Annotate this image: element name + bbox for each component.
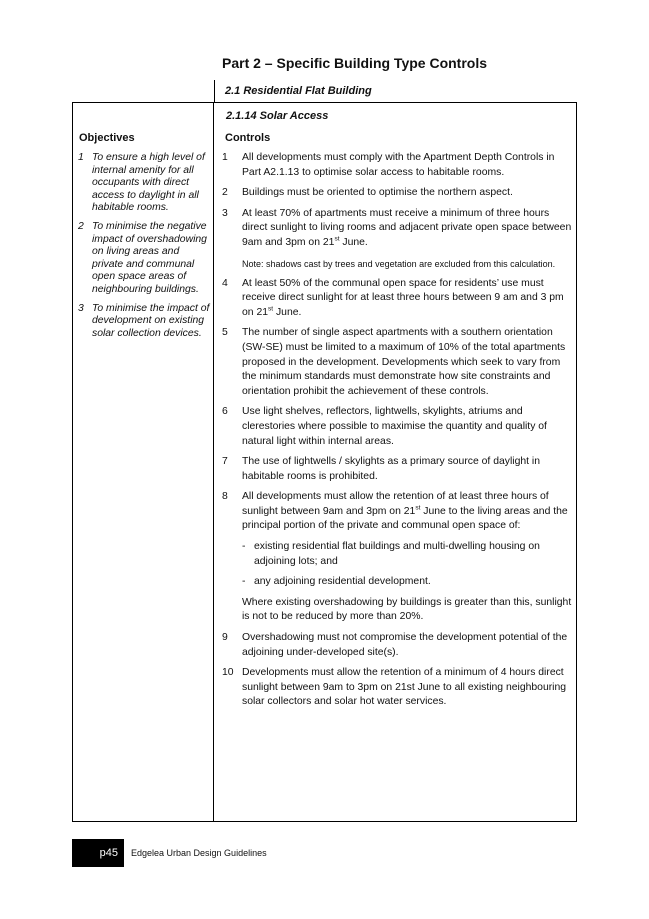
control-text: All developments must comply with the Apartment Depth Controls in Part A2.1.13 to optimise solar access to habitable rooms. <box>242 152 555 178</box>
ordinal-suffix: st <box>415 504 421 512</box>
control-item <box>222 277 574 321</box>
control-number: 2 <box>222 187 228 199</box>
control-text-part: June to the living areas and the principal portion of the private and communal open space of: <box>242 505 568 532</box>
control-text-part: June. <box>273 306 302 318</box>
control-item <box>222 666 574 710</box>
sub-list-text: any adjoining residential development. <box>254 576 431 588</box>
control-text: The use of lightwells / skylights as a primary source of daylight in habitable rooms is prohibited. <box>242 456 540 482</box>
control-item <box>222 151 574 180</box>
ordinal-suffix: st <box>334 235 340 243</box>
page-title: Part 2 – Specific Building Type Controls <box>222 55 488 71</box>
control-number: 3 <box>222 207 228 219</box>
objectives-list <box>78 152 210 346</box>
objective-text: To minimise the impact of development on existing solar collection devices. <box>92 302 210 339</box>
control-number: 4 <box>222 277 228 289</box>
sub-list-text: existing residential flat buildings and multi-dwelling housing on adjoining lots; and <box>254 541 540 567</box>
control-note: Note: shadows cast by trees and vegetation are excluded from this calculation. <box>242 258 556 269</box>
control-text: Use light shelves, reflectors, lightwells, skylights, atriums and clerestories where possible to maximise the quantity and quality of natural light within internal areas. <box>242 406 547 447</box>
control-item <box>222 455 574 484</box>
ordinal-suffix: st <box>268 305 274 313</box>
objective-text: To ensure a high level of internal amenity for all occupants with direct access to daylight in all habitable rooms. <box>92 152 205 214</box>
control-text <box>242 207 574 271</box>
section-title: 2.1 Residential Flat Building <box>225 85 372 97</box>
objectives-heading: Objectives <box>79 132 135 144</box>
control-item <box>222 631 574 660</box>
control-number: 6 <box>222 406 228 418</box>
controls-heading: Controls <box>225 132 271 144</box>
control-item <box>222 186 574 201</box>
control-text: The number of single aspect apartments with a southern orientation (SW-SE) must be limited to a maximum of 10% of the total apartments proposed in the development. Developments which seek to vary from the minimum standards must demonstrate how site constraints and orientation prohibit the achievement of these controls. <box>242 327 566 397</box>
objective-item <box>78 152 210 215</box>
controls-list <box>222 151 574 716</box>
subsection-title: 2.1.14 Solar Access <box>226 110 329 122</box>
column-divider-top <box>214 80 215 102</box>
control-text: Overshadowing must not compromise the development potential of the adjoining under-developed site(s). <box>242 632 568 658</box>
control-number: 7 <box>222 456 228 468</box>
control-text <box>242 277 574 321</box>
dash-bullet: - <box>242 576 246 588</box>
control-text-part: All developments must allow the retention of at least three hours of sunlight between 9am and 3pm on 21 <box>242 491 549 517</box>
objective-number: 3 <box>78 302 84 314</box>
control-text <box>242 490 574 625</box>
dash-bullet: - <box>242 541 246 553</box>
objective-number: 1 <box>78 152 84 163</box>
sub-list-item <box>242 540 574 569</box>
control-text: Buildings must be oriented to optimise the northern aspect. <box>242 187 513 199</box>
control-number: 8 <box>222 491 228 503</box>
control-item <box>222 326 574 399</box>
control-number: 5 <box>222 327 228 339</box>
control-paragraph: Where existing overshadowing by buildings is greater than this, sunlight is not to be reduced by more than 20%. <box>242 596 572 623</box>
objective-item <box>78 221 210 297</box>
objective-number: 2 <box>78 220 84 232</box>
control-text: Developments must allow the retention of a minimum of 4 hours direct sunlight between 9am to 3pm on 21st June to all existing neighbouring solar collectors and solar hot water services. <box>242 667 567 708</box>
control-number: 1 <box>222 152 228 163</box>
page-number: p45 <box>72 839 124 867</box>
control-item <box>222 405 574 449</box>
column-divider <box>213 102 214 822</box>
control-text-part: At least 50% of the communal open space for residents’ use must receive direct sunlight for at least three hours between 9 am and 3 pm on 21 <box>242 277 564 318</box>
sub-list-item <box>242 575 574 590</box>
footer-document-title: Edgelea Urban Design Guidelines <box>131 848 267 858</box>
control-item <box>222 207 574 271</box>
objective-item <box>78 303 210 341</box>
control-text-part: June. <box>339 236 368 248</box>
control-item <box>222 490 574 625</box>
control-number: 9 <box>222 632 228 644</box>
objective-text: To minimise the negative impact of overshadowing on living areas and private and communal open space areas of neighbouring buildings. <box>92 220 207 295</box>
control-text-part: At least 70% of apartments must receive a minimum of three hours direct sunlight to living rooms and adjacent private open space between 9am and 3pm on 21 <box>242 207 572 248</box>
control-number: 10 <box>222 667 234 679</box>
